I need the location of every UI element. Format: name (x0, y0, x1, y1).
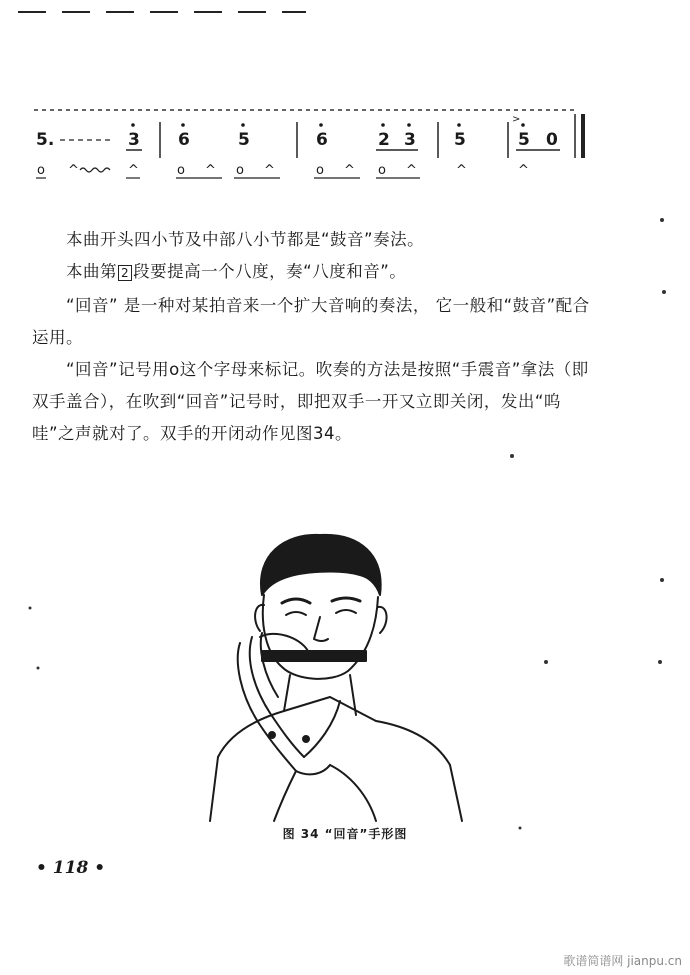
harmonica-hand-illustration (200, 525, 490, 825)
paragraph-text: 本曲第 (66, 262, 117, 281)
paragraph-echo-method (32, 354, 592, 450)
note: 3 (404, 130, 416, 150)
paragraph-text: 本曲开头四小节及中部八小节都是“鼓音”奏法。 (66, 230, 425, 249)
octave-dot (319, 123, 323, 127)
paragraph-echo-definition (32, 290, 592, 354)
octave-dot (131, 123, 135, 127)
note: 5 (238, 130, 250, 150)
paragraph-text: 段要提高一个八度，奏“八度和音”。 (133, 262, 407, 281)
note: 3 (128, 130, 140, 150)
page-number: • 118 • (36, 858, 106, 878)
paragraph-text: “回音” 是一种对某拍音来一个扩大音响的奏法， 它一般和“鼓音”配合运用。 (32, 296, 590, 347)
octave-dot (407, 123, 411, 127)
section-number-box: 2 (118, 265, 132, 281)
note: 0 (546, 130, 558, 150)
technique-mark: ^ (456, 163, 467, 178)
paragraph-octave (32, 256, 592, 288)
site-watermark: 歌谱简谱网 jianpu.cn (563, 954, 682, 968)
final-bar-thick (581, 114, 585, 158)
top-dashed-rule (0, 0, 690, 30)
technique-mark: ^ (205, 163, 216, 178)
technique-mark: ^ (128, 163, 139, 178)
accent-mark: > (512, 114, 521, 125)
octave-dot (381, 123, 385, 127)
technique-mark: o (236, 163, 244, 178)
technique-mark: ^ (68, 163, 79, 178)
music-score (0, 100, 690, 190)
technique-mark: o (378, 163, 386, 178)
paragraph-drum-tone (32, 224, 592, 256)
octave-dot (241, 123, 245, 127)
technique-mark: ^ (406, 163, 417, 178)
technique-mark: ^ (264, 163, 275, 178)
technique-mark: o (316, 163, 324, 178)
note: 5 (454, 130, 466, 150)
trill-wave (80, 168, 110, 172)
note: 5 (518, 130, 530, 150)
note: 2 (378, 130, 390, 150)
note: 6 (316, 130, 328, 150)
note: 5. (36, 130, 55, 150)
paragraph-text: “回音”记号用o这个字母来标记。吹奏的方法是按照“手震音”拿法（即双手盖合），在吹到“回音”记号时，即把双手一开又立即关闭，发出“呜哇”之声就对了。双手的开闭动作见图34。 (32, 360, 589, 443)
technique-mark: o (177, 163, 185, 178)
octave-dot (181, 123, 185, 127)
figure-caption: 图 34 “回音”手形图 (282, 827, 408, 841)
octave-dot (521, 123, 525, 127)
technique-mark: o (37, 163, 45, 178)
technique-mark: ^ (518, 163, 529, 178)
note: 6 (178, 130, 190, 150)
technique-mark: ^ (344, 163, 355, 178)
octave-dot (457, 123, 461, 127)
